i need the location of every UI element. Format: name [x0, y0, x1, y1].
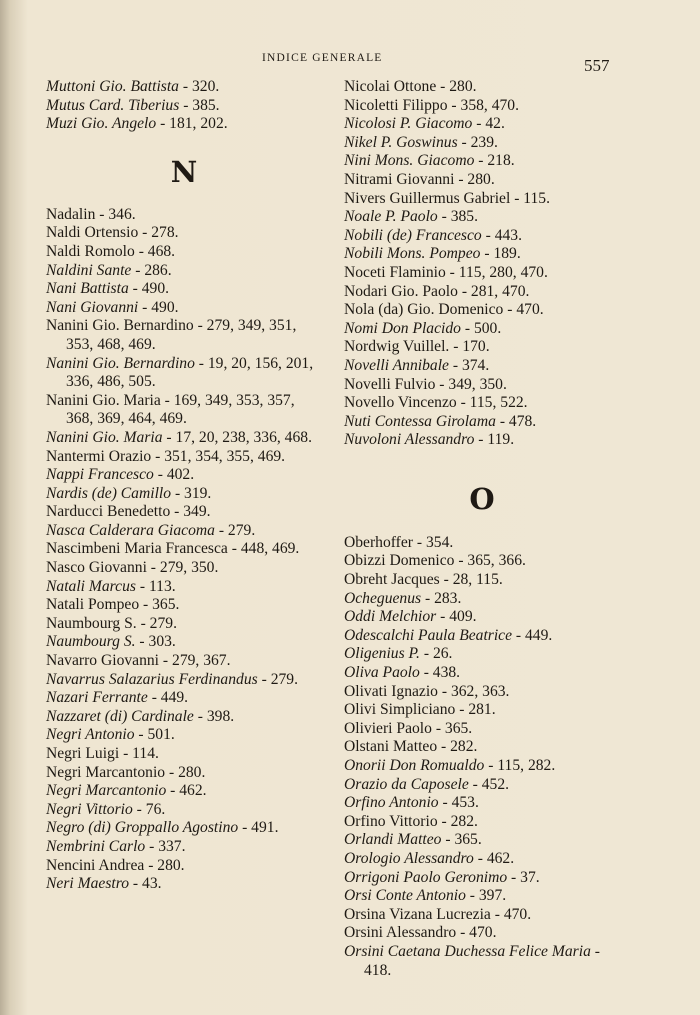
index-entry [46, 819, 322, 838]
entry-name: Orologio Alessandro [344, 849, 474, 867]
index-entry [46, 782, 322, 801]
entry-name: Novello Vincenzo [344, 394, 457, 412]
index-entry [344, 813, 620, 832]
entry-name: Orfino Antonio [344, 794, 439, 812]
running-title: INDICE GENERALE [262, 52, 383, 64]
index-entry [344, 645, 620, 664]
entry-pages: - 286. [131, 261, 172, 279]
entry-name: Oliva Paolo [344, 664, 420, 682]
index-entry [344, 552, 620, 571]
entry-name: Naumbourg S. [46, 614, 137, 632]
entry-name: Ocheguenus [344, 589, 422, 607]
entry-pages: - 239. [457, 133, 498, 151]
index-entry [344, 850, 620, 869]
entry-name: Nembrini Carlo [46, 837, 146, 855]
entry-name: Orazio da Caposele [344, 775, 469, 793]
index-entry [46, 596, 322, 615]
entry-name: Nani Giovanni [46, 298, 139, 316]
index-entry [344, 152, 620, 171]
entry-pages: - 349, 350. [435, 375, 507, 393]
entry-pages: - 365. [139, 596, 180, 614]
entry-name: Nobili Mons. Pompeo [344, 245, 481, 263]
entry-name: Nola (da) Gio. Domenico [344, 301, 504, 319]
entry-pages: - 358, 470. [447, 96, 519, 114]
entry-pages: - 218. [474, 152, 515, 170]
entry-name: Naldi Ortensio [46, 224, 139, 242]
entry-name: Nani Battista [46, 280, 129, 298]
index-entry [344, 887, 620, 906]
index-entry [46, 78, 322, 97]
entry-pages: - 42. [472, 115, 505, 133]
index-entry [344, 134, 620, 153]
entry-name: Naumbourg S. [46, 633, 136, 651]
index-entry [344, 97, 620, 116]
entry-pages: - 443. [481, 226, 522, 244]
entry-name: Orsini Caetana Duchessa Felice Maria [344, 942, 591, 960]
index-entry [46, 317, 322, 354]
index-entry [344, 738, 620, 757]
index-entry [344, 906, 620, 925]
entry-name: Nantermi Orazio [46, 447, 152, 465]
entry-pages: - 115, 282. [484, 757, 556, 774]
index-entry [46, 875, 322, 894]
entry-pages: - 279. [214, 521, 256, 539]
entry-name: Nicoletti Filippo [344, 96, 448, 114]
entry-pages: - 279. [136, 614, 177, 632]
index-entry [344, 431, 620, 450]
entry-name: Muttoni Gio. Battista [46, 78, 179, 95]
index-entry [344, 320, 620, 339]
entry-name: Onorii Don Romualdo [344, 757, 485, 774]
entry-pages: - 114. [119, 745, 159, 762]
entry-name: Noceti Flaminio [344, 263, 446, 281]
entry-name: Negri Vittorio [46, 800, 133, 818]
entry-pages: - 281, 470. [457, 282, 530, 300]
entry-pages: - 281. [455, 701, 496, 719]
entry-pages: - 283. [421, 589, 462, 607]
entry-name: Olivi Simpliciano [344, 701, 456, 719]
entry-pages: - 19, 20, 156, 201, 336, 486, 505. [66, 354, 314, 391]
right-top-entries [344, 78, 620, 450]
entry-name: Nencini Andrea [46, 856, 145, 874]
index-entry [46, 745, 322, 764]
entry-pages: - 280. [144, 856, 185, 874]
entry-name: Nascimbeni Maria Francesca [46, 540, 228, 558]
entry-name: Nicolosi P. Giacomo [344, 115, 473, 133]
entry-pages: - 418. [364, 942, 600, 979]
index-entry [344, 664, 620, 683]
entry-name: Nardis (de) Camillo [46, 484, 172, 502]
right-entries [344, 534, 620, 980]
entry-pages: - 37. [507, 868, 540, 886]
entry-pages: - 280. [436, 78, 477, 95]
entry-pages: - 279. [257, 670, 298, 688]
index-entry [46, 540, 322, 559]
entry-pages: - 26. [419, 645, 453, 663]
entry-name: Orsini Alessandro [344, 924, 457, 942]
index-entry [344, 869, 620, 888]
entry-pages: - 490. [138, 298, 179, 316]
entry-name: Nanini Gio. Maria [46, 391, 161, 409]
entry-pages: - 453. [438, 794, 479, 812]
index-entry [46, 764, 322, 783]
index-entry [344, 338, 620, 357]
entry-pages: - 278. [138, 224, 179, 242]
entry-name: Olivati Ignazio [344, 682, 438, 700]
entry-name: Naldi Romolo [46, 242, 135, 260]
entry-name: Nappi Francesco [46, 466, 154, 484]
index-entry [344, 776, 620, 795]
entry-pages: - 478. [495, 412, 537, 430]
entry-name: Nanini Gio. Bernardino [46, 317, 194, 335]
index-entry [344, 394, 620, 413]
entry-name: Oddi Melchior [344, 608, 437, 626]
entry-name: Olivieri Paolo [344, 719, 432, 737]
entry-pages: - 170. [449, 338, 490, 356]
index-entry [46, 801, 322, 820]
entry-name: Orsi Conte Antonio [344, 887, 466, 905]
entry-name: Nuti Contessa Girolama [344, 412, 496, 430]
index-entry [344, 831, 620, 850]
entry-name: Nazzaret (di) Cardinale [46, 707, 194, 725]
entry-pages: - 282. [437, 738, 478, 756]
index-entry [344, 190, 620, 209]
entry-pages: - 490. [128, 280, 170, 298]
entry-pages: - 115, 280, 470. [445, 263, 548, 281]
entry-name: Nobili (de) Francesco [344, 226, 482, 244]
index-entry [344, 757, 620, 776]
index-entry [46, 448, 322, 467]
entry-pages: - 448, 469. [227, 540, 300, 558]
entry-pages: - 491. [238, 819, 279, 837]
entry-name: Oberhoffer [344, 533, 413, 551]
entry-name: Nanini Gio. Bernardino [46, 354, 195, 372]
entry-pages: - 402. [153, 466, 195, 484]
index-entry [344, 794, 620, 813]
index-entry [46, 708, 322, 727]
index-entry [46, 224, 322, 243]
entry-pages: - 115. [510, 189, 550, 207]
entry-name: Olstani Matteo [344, 738, 438, 756]
index-entry [46, 652, 322, 671]
entry-name: Orrigoni Paolo Geronimo [344, 868, 508, 886]
entry-pages: - 470. [456, 924, 497, 942]
entry-pages: - 365, 366. [454, 552, 526, 570]
entry-name: Obreht Jacques [344, 571, 440, 589]
index-entry [46, 485, 322, 504]
entry-pages: - 349. [170, 503, 211, 521]
entry-name: Natali Pompeo [46, 596, 140, 614]
index-entry [46, 466, 322, 485]
index-entry [344, 78, 620, 97]
index-entry [344, 245, 620, 264]
entry-pages: - 320. [178, 78, 220, 95]
entry-name: Muzi Gio. Angelo [46, 115, 157, 133]
index-entry [46, 578, 322, 597]
index-entry [344, 627, 620, 646]
left-top-entries [46, 78, 322, 134]
entry-name: Navarrus Salazarius Ferdinandus [46, 670, 258, 688]
index-entry [344, 943, 620, 980]
entry-pages: - 279, 349, 351, 353, 468, 469. [66, 317, 297, 353]
section-letter-n: N [170, 154, 198, 189]
right-column [344, 78, 620, 980]
index-entry [46, 262, 322, 281]
index-entry [46, 299, 322, 318]
entry-name: Naldini Sante [46, 261, 132, 279]
index-entry [344, 376, 620, 395]
index-entry [46, 206, 322, 225]
entry-name: Nodari Gio. Paolo [344, 282, 458, 300]
entry-pages: - 362, 363. [437, 682, 510, 700]
entry-name: Nasco Giovanni [46, 559, 147, 577]
entry-pages: - 354. [412, 533, 454, 551]
entry-name: Nuvoloni Alessandro [344, 431, 475, 449]
entry-pages: - 462. [473, 849, 515, 867]
entry-pages: - 319. [171, 484, 212, 502]
index-entry [46, 392, 322, 429]
entry-pages: - 169, 349, 353, 357, 368, 369, 464, 469. [66, 391, 295, 428]
index-entry [344, 590, 620, 609]
entry-pages: - 303. [135, 633, 176, 651]
index-entry [46, 503, 322, 522]
entry-pages: - 280. [165, 763, 206, 781]
entry-name: Nini Mons. Giacomo [344, 152, 475, 170]
index-entry [344, 720, 620, 739]
entry-pages: - 17, 20, 238, 336, 468. [162, 428, 312, 446]
index-entry [46, 857, 322, 876]
entry-pages: - 181, 202. [156, 115, 228, 133]
index-entry [46, 615, 322, 634]
entry-name: Negri Marcantonio [46, 763, 166, 781]
entry-pages: - 470. [490, 905, 532, 923]
entry-pages: - 282. [437, 812, 478, 830]
entry-name: Orfino Vittorio [344, 812, 438, 830]
entry-pages: - 385. [437, 208, 478, 226]
entry-pages: - 385. [179, 96, 220, 114]
entry-name: Nikel P. Goswinus [344, 133, 458, 151]
entry-name: Odescalchi Paula Beatrice [344, 626, 513, 644]
entry-name: Negri Marcantonio [46, 782, 167, 800]
entry-pages: - 398. [193, 707, 235, 725]
entry-pages: - 337. [145, 837, 186, 855]
entry-name: Nicolai Ottone [344, 78, 437, 95]
entry-pages: - 365. [431, 719, 473, 737]
index-entry [344, 413, 620, 432]
entry-pages: - 449. [147, 689, 189, 707]
running-header [0, 46, 700, 75]
index-entry [46, 355, 322, 392]
entry-name: Mutus Card. Tiberius [46, 96, 180, 114]
entry-name: Nivers Guillermus Gabriel [344, 189, 511, 207]
entry-name: Negri Luigi [46, 745, 120, 762]
index-entry [46, 280, 322, 299]
index-entry [344, 683, 620, 702]
entry-pages: - 189. [480, 245, 521, 263]
index-entry [46, 522, 322, 541]
index-entry [46, 115, 322, 134]
index-entry [46, 97, 322, 116]
index-entry [46, 689, 322, 708]
entry-name: Negri Antonio [46, 726, 135, 744]
entry-name: Obizzi Domenico [344, 552, 455, 570]
entry-name: Orlandi Matteo [344, 831, 442, 849]
index-entry [344, 701, 620, 720]
entry-pages: - 280. [454, 170, 495, 188]
entry-pages: - 279, 350. [146, 559, 219, 577]
entry-pages: - 438. [419, 664, 461, 682]
entry-pages: - 500. [460, 319, 502, 337]
entry-pages: - 351, 354, 355, 469. [151, 447, 286, 465]
entry-name: Orsina Vizana Lucrezia [344, 905, 491, 923]
entry-pages: - 28, 115. [439, 571, 503, 589]
index-entry [344, 357, 620, 376]
entry-pages: - 470. [503, 301, 544, 319]
entry-name: Novelli Annibale [344, 356, 449, 374]
entry-pages: - 468. [134, 242, 176, 260]
index-entry [344, 171, 620, 190]
index-entry [344, 227, 620, 246]
entry-name: Narducci Benedetto [46, 503, 171, 521]
entry-name: Navarro Giovanni [46, 652, 160, 670]
left-entries [46, 206, 322, 894]
left-column [46, 78, 322, 894]
entry-name: Negro (di) Groppallo Agostino [46, 819, 239, 837]
index-entry [344, 283, 620, 302]
entry-name: Oligenius P. [344, 645, 420, 663]
entry-name: Nomi Don Placido [344, 319, 461, 337]
index-entry [344, 208, 620, 227]
entry-name: Nordwig Vuillel. [344, 338, 450, 356]
entry-name: Novelli Fulvio [344, 375, 436, 393]
entry-pages: - 452. [468, 775, 510, 793]
entry-name: Neri Maestro [46, 875, 130, 893]
entry-pages: - 501. [134, 726, 175, 744]
entry-pages: - 113. [135, 577, 176, 595]
index-entry [344, 115, 620, 134]
entry-name: Noale P. Paolo [344, 208, 438, 226]
page-number: 557 [584, 56, 610, 75]
entry-name: Nitrami Giovanni [344, 170, 455, 188]
index-entry [46, 633, 322, 652]
entry-pages: - 397. [465, 887, 507, 905]
entry-pages: - 365. [441, 831, 482, 849]
entry-pages: - 374. [448, 356, 490, 374]
entry-pages: - 115, 522. [456, 394, 528, 412]
entry-pages: - 119. [474, 431, 515, 449]
entry-name: Natali Marcus [46, 577, 136, 595]
entry-pages: - 346. [95, 205, 136, 223]
index-entry [344, 534, 620, 553]
entry-name: Nasca Calderara Giacoma [46, 521, 215, 539]
entry-pages: - 43. [129, 875, 162, 893]
index-entry [46, 671, 322, 690]
index-entry [344, 924, 620, 943]
index-entry [344, 301, 620, 320]
entry-pages: - 449. [512, 626, 553, 644]
entry-pages: - 76. [132, 800, 166, 818]
index-entry [344, 264, 620, 283]
section-letter-o: O [469, 481, 495, 516]
index-entry [344, 608, 620, 627]
entry-pages: - 462. [166, 782, 207, 800]
index-entry [46, 838, 322, 857]
entry-pages: - 409. [436, 608, 477, 626]
entry-pages: - 279, 367. [159, 652, 231, 670]
entry-name: Nadalin [46, 205, 96, 223]
index-entry [46, 243, 322, 262]
index-entry [46, 429, 322, 448]
entry-name: Nazari Ferrante [46, 689, 148, 707]
entry-name: Nanini Gio. Maria [46, 428, 163, 446]
index-entry [46, 559, 322, 578]
index-entry [46, 726, 322, 745]
index-entry [344, 571, 620, 590]
